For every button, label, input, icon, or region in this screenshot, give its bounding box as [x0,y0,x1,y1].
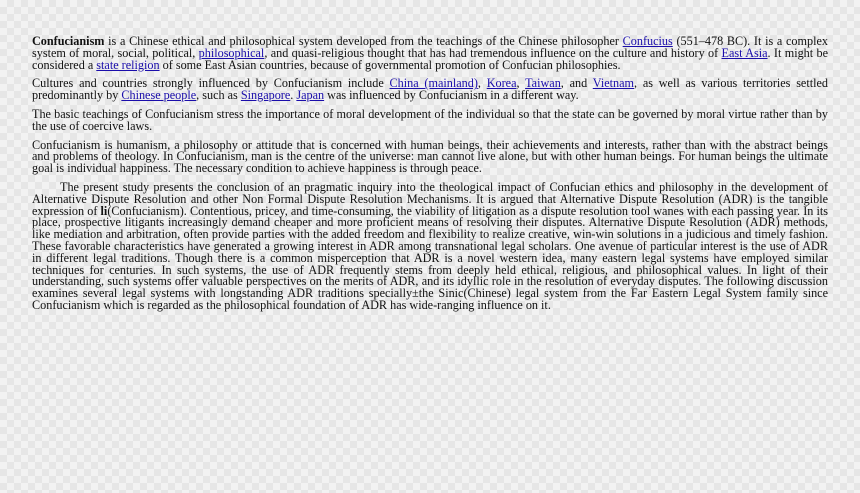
text: , and quasi-religious thought that has had tremendous influence on the culture and history of [264,45,722,60]
term-confucianism: Confucianism [32,34,105,48]
text: (551–478 BC). It is a complex system of moral, social, political, [32,34,828,60]
text: is a Chinese ethical and philosophical system developed from the teachings of the Chinese philosopher [104,34,623,48]
link-east-asia[interactable]: East Asia [721,45,768,60]
text: The present study presents the conclusion of an pragmatic inquiry into the theological impact of Confucian ethics and philosophy in the development of Alternative Dispute Resolution and other Non Formal Dispute Resolution Mechanisms. It is argued that Alternative Dispute Resolution (ADR) is the tangible expression of [32,179,828,218]
link-singapore[interactable]: Singapore [240,88,291,103]
paragraph-countries [32,78,828,102]
text: . It might be considered a [32,45,828,72]
paragraph-teachings: The basic teachings of Confucianism stress the importance of moral development of the individual so that the state can be governed by moral virtue rather than by the use of coercive laws. [32,106,828,133]
document-body [32,36,828,319]
text: of some East Asian countries, because of governmental promotion of Confucian philosophies. [159,57,621,72]
text: . [290,88,297,103]
link-vietnam[interactable]: Vietnam [592,76,634,91]
text: Cultures and countries strongly influenced by Confucianism include [32,76,390,91]
text: (Confucianism). Contentious, pricey, and time-consuming, the viability of litigation as a dispute resolution tool wanes with each passing year. In its place, prospective litigants increasingly demand cheaper and more proficient means of resolving their disputes. Alternative Dispute Resolution (ADR) methods, like mediation and arbitration, often provide parties with the added freedom and flexibility to realize creative, win-win solutions in a judicious and timely fashion. These favorable characteristics have generated a growing interest in ADR among transnational legal scholars. One avenue of particular interest is the use of ADR in different legal traditions. Though there is a common misperception that ADR is a novel western idea, many eastern legal systems have employed similar techniques for centuries. In such systems, the use of ADR frequently stems from deeply held ethical, religious, and philosophical values. In light of their understanding, such systems offer valuable perspectives on the merits of ADR, and its idyllic role in the resolution of everyday disputes. The following discussion examines several legal systems with longstanding ADR traditions specially±the Sinic(Chinese) legal system from the Far Eastern Legal System family since Confucianism which is regarded as the philosophical foundation of ADR has wide-ranging influence on it. [32,203,828,312]
link-korea[interactable]: Korea [486,76,517,91]
text: , such as [196,88,241,103]
link-chinese-people[interactable]: Chinese people [121,88,197,103]
link-china[interactable]: China (mainland) [389,76,478,91]
link-japan[interactable]: Japan [296,88,325,103]
paragraph-study [32,179,828,312]
text: , [477,76,487,91]
link-philosophical[interactable]: philosophical [198,45,265,60]
link-taiwan[interactable]: Taiwan [525,76,561,91]
link-state-religion[interactable]: state religion [96,57,160,72]
link-confucius[interactable]: Confucius [622,34,673,48]
text: , [516,76,526,91]
term-li: li [100,203,108,218]
paragraph-humanism: Confucianism is humanism, a philosophy or attitude that is concerned with human beings, their achievements and interests, rather than with the abstract beings and problems of theology. In Confucianism, man is the centre of the universe: man cannot live alone, but with other human beings. For human beings the ultimate goal is individual happiness. The necessary condition to achieve happiness is through peace. [32,137,828,176]
paragraph-intro [32,36,828,71]
text: , as well as various territories settled predominantly by [32,76,829,103]
text: was influenced by Confucianism in a different way. [324,88,579,103]
text: , and [560,76,593,91]
